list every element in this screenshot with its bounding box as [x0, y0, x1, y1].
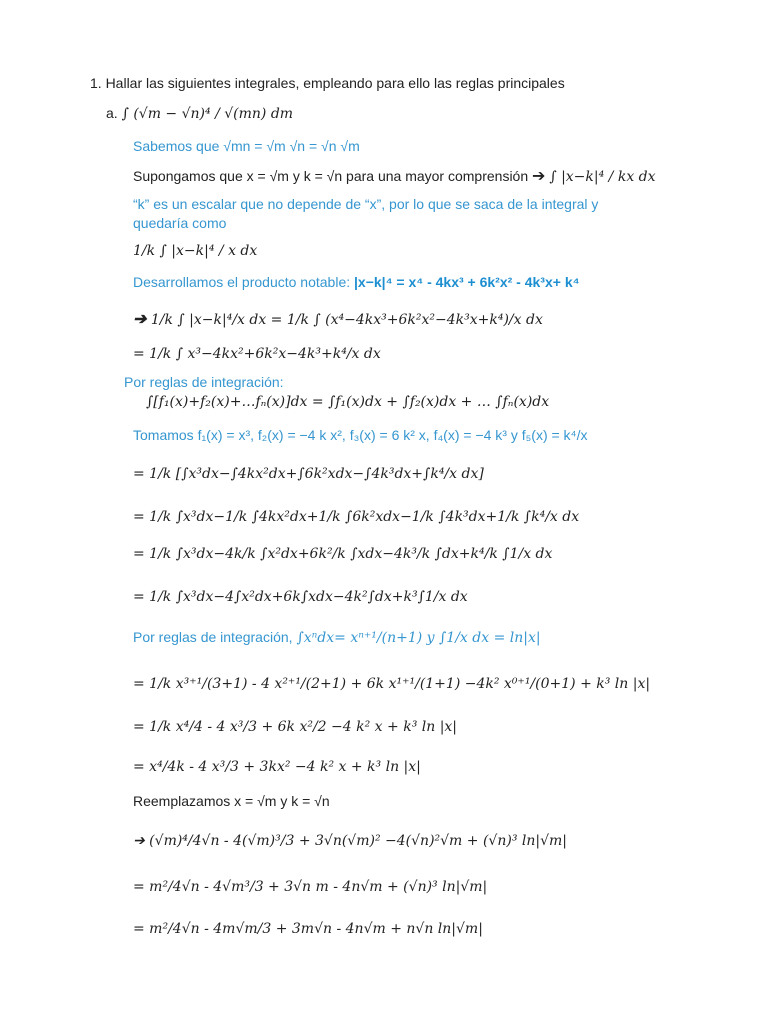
final-result: = m²/4√n - 4m√m/3 + 3m√n - 4n√m + n√n ln|√m|: [133, 921, 483, 937]
step-simplify-constants: = 1/k ∫x³dx−4∫x²dx+6k∫xdx−4k²∫dx+k³∫1/x dx: [133, 589, 468, 605]
arrow-right-icon: ➔: [532, 168, 546, 185]
sum-rule: ∫[f₁(x)+f₂(x)+…fₙ(x)]dx = ∫f₁(x)dx + ∫f₂(x)dx + … ∫fₙ(x)dx: [146, 394, 550, 410]
mn-identity: Sabemos que √mn = √m √n = √n √m: [133, 138, 360, 154]
expanded-integral: [133, 310, 543, 329]
back-substitution-label: Reemplazamos x = √m y k = √n: [133, 793, 330, 809]
substituted-integral: ∫ |x−k|⁴ / kx dx: [549, 169, 656, 185]
step-extract-constants: = 1/k ∫x³dx−4k/k ∫x²dx+6k²/k ∫xdx−4k³/k ∫dx+k⁴/k ∫1/x dx: [133, 546, 553, 562]
simplified-integrand: = 1/k ∫ x³−4kx²+6k²x−4k³+k⁴/x dx: [133, 346, 381, 362]
integral-expression: ∫ (√m − √n)⁴ / √(mn) dm: [121, 106, 294, 122]
binomial-expansion: [133, 273, 580, 291]
scalar-note-2: quedaría como: [133, 215, 227, 231]
scalar-note-1: “k” es un escalar que no depende de “x”, por lo que se saca de la integral y: [133, 196, 599, 212]
step-result-in-x: = x⁴/4k - 4 x³/3 + 3kx² −4 k² x + k³ ln |x|: [133, 759, 421, 775]
expansion-formula: |x−k|⁴ = x⁴ - 4kx³ + 6k²x² - 4k³x+ k⁴: [354, 274, 580, 290]
expanded-integral-expr: 1/k ∫ |x−k|⁴/x dx = 1/k ∫ (x⁴−4kx³+6k²x²−4k³x+k⁴)/x dx: [150, 312, 543, 328]
arrow-right-icon: ➔: [133, 309, 147, 328]
power-rule-line: [133, 628, 541, 647]
step-apply-power-rule: = 1/k x³⁺¹/(3+1) - 4 x²⁺¹/(2+1) + 6k x¹⁺¹/(1+1) −4k² x⁰⁺¹/(0+1) + k³ ln |x|: [133, 676, 651, 692]
power-rule-label: Por reglas de integración,: [133, 629, 293, 645]
problem-heading: 1. Hallar las siguientes integrales, empleando para ello las reglas principales: [90, 75, 565, 91]
part-a-label: a.: [106, 105, 118, 121]
function-definitions: Tomamos f₁(x) = x³, f₂(x) = −4 k x², f₃(x) = 6 k² x, f₄(x) = −4 k³ y f₅(x) = k⁴/x: [133, 427, 588, 443]
integration-rules-label: Por reglas de integración:: [124, 374, 284, 390]
step-simplify-radicals: = m²/4√n - 4√m³/3 + 3√n m - 4n√m + (√n)³ ln|√m|: [133, 879, 488, 895]
factored-integral: 1/k ∫ |x−k|⁴ / x dx: [133, 243, 258, 259]
expansion-label: Desarrollamos el producto notable:: [133, 274, 351, 290]
step-split-integral: = 1/k [∫x³dx−∫4kx²dx+∫6k²xdx−∫4k³dx+∫k⁴/x dx]: [133, 466, 484, 482]
step-back-substitute: ➔ (√m)⁴/4√n - 4(√m)³/3 + 3√n(√m)² −4(√n)²√m + (√n)³ ln|√m|: [133, 833, 568, 849]
power-rule-formula: ∫xⁿdx= xⁿ⁺¹/(n+1) y ∫1/x dx = ln|x|: [296, 630, 541, 646]
substitution-text: Supongamos que x = √m y k = √n para una mayor comprensión: [133, 168, 529, 184]
step-evaluate-exponents: = 1/k x⁴/4 - 4 x³/3 + 6k x²/2 −4 k² x + k³ ln |x|: [133, 719, 458, 735]
substitution-line: [133, 167, 656, 186]
step-distribute: = 1/k ∫x³dx−1/k ∫4kx²dx+1/k ∫6k²xdx−1/k ∫4k³dx+1/k ∫k⁴/x dx: [133, 509, 580, 525]
part-a: [106, 104, 293, 123]
